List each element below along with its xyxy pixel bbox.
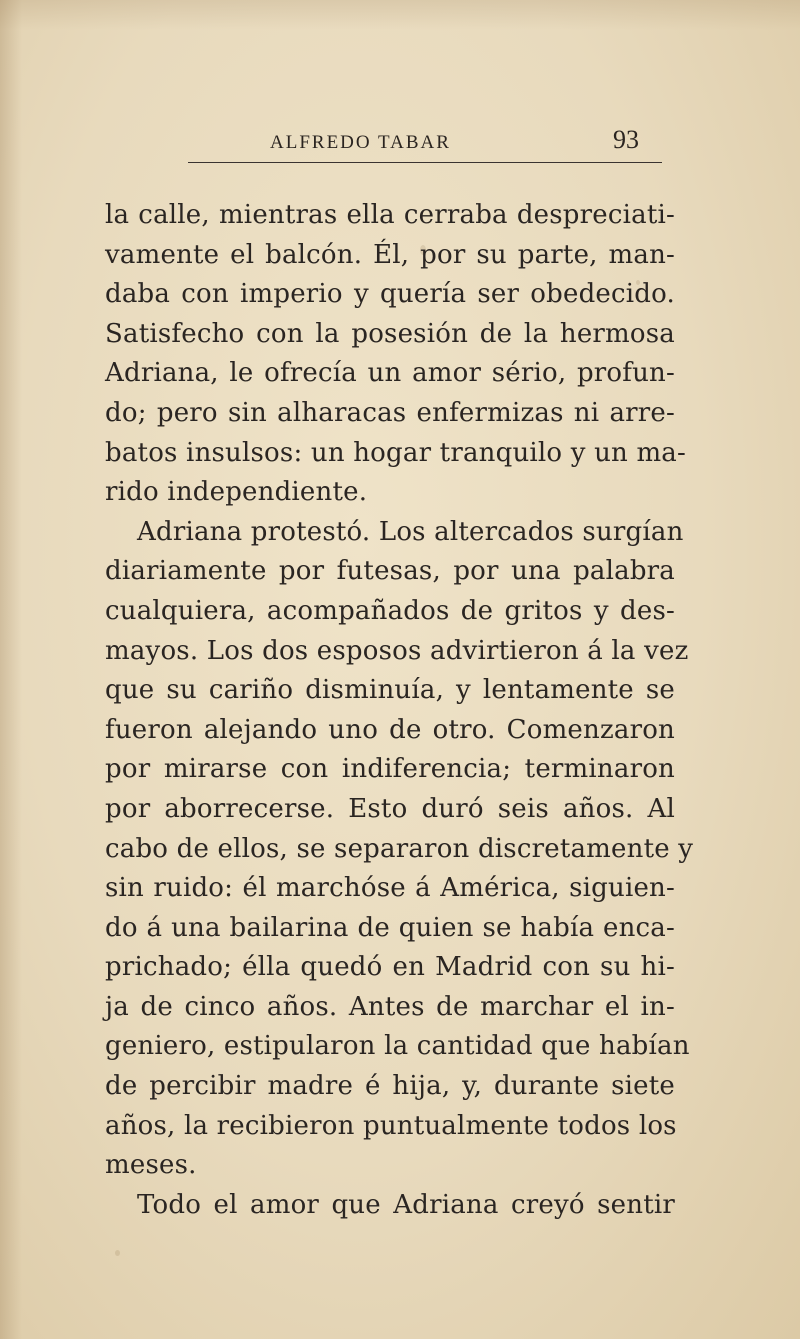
text-line: meses. <box>105 1150 197 1181</box>
running-head <box>188 125 664 160</box>
text-line: rido independiente. <box>105 477 368 508</box>
text-line: vamente el balcón. Él, por su parte, man- <box>105 239 675 270</box>
text-line: do á una bailarina de quien se había enca- <box>105 912 675 943</box>
text-line: Todo el amor que Adriana creyó sentir <box>137 1189 675 1220</box>
text-line: cualquiera, acompañados de gritos y des- <box>105 595 675 626</box>
text-line: cabo de ellos, se separaron discretamente y <box>105 833 694 864</box>
text-line: do; pero sin alharacas enfermizas ni arre- <box>105 397 675 428</box>
paper-stain <box>115 1250 120 1256</box>
text-line: por aborrecerse. Esto duró seis años. Al <box>105 793 675 824</box>
text-line: geniero, estipularon la cantidad que habían <box>105 1031 690 1062</box>
body-text <box>105 196 694 1225</box>
text-line: mayos. Los dos esposos advirtieron á la vez <box>105 635 689 666</box>
text-line: batos insulsos: un hogar tranquilo y un ma- <box>105 437 686 468</box>
text-line: fueron alejando uno de otro. Comenzaron <box>105 714 675 745</box>
text-line: daba con imperio y quería ser obedecido. <box>105 279 675 310</box>
running-head-author: ALFREDO TABAR <box>270 132 451 153</box>
text-line: Adriana protestó. Los altercados surgían <box>137 516 684 547</box>
text-line: por mirarse con indiferencia; terminaron <box>105 754 675 785</box>
text-line: de percibir madre é hija, y, durante siete <box>105 1071 675 1102</box>
text-line: la calle, mientras ella cerraba despreciati- <box>105 200 675 230</box>
text-line: Adriana, le ofrecía un amor sério, profun- <box>105 358 675 389</box>
text-line: diariamente por futesas, por una palabra <box>105 556 675 587</box>
text-line: prichado; élla quedó en Madrid con su hi- <box>105 952 675 983</box>
text-line: sin ruido: él marchóse á América, siguien- <box>105 873 675 904</box>
text-line: Satisfecho con la posesión de la hermosa <box>105 318 675 349</box>
page-number: 93 <box>613 125 639 154</box>
text-line: ja de cinco años. Antes de marchar el in- <box>105 991 675 1022</box>
text-line: años, la recibieron puntualmente todos los <box>105 1110 677 1141</box>
text-line: que su cariño disminuía, y lentamente se <box>105 675 675 706</box>
header-rule <box>188 162 662 163</box>
